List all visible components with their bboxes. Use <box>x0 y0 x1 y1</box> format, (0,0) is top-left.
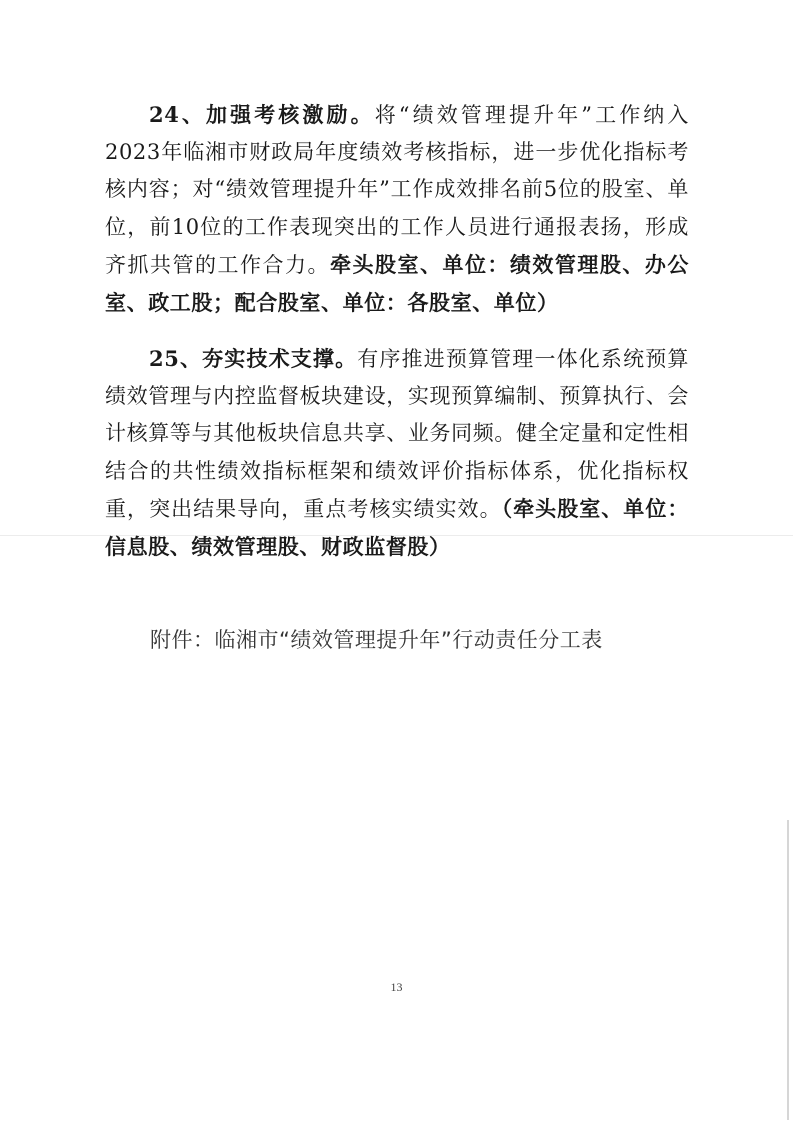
attachment-line: 附件：临湘市“绩效管理提升年”行动责任分工表 <box>150 628 603 652</box>
section-24-heading: 24、加强考核激励。 <box>149 102 375 127</box>
section-25-body: 有序推进预算管理一体化系统预算绩效管理与内控监督板块建设，实现预算编制、预算执行、会计核算等与其他板块信息共享、业务同频。健全定量和定性相结合的共性绩效指标框架和绩效评价指标体系，优化指标权重，突出结果导向，重点考核实绩实效。 <box>105 347 689 521</box>
section-25-responsibility: （牵头股室、单位：信息股、绩效管理股、财政监督股） <box>105 495 689 560</box>
page-number: 13 <box>390 980 403 994</box>
section-25-heading: 25、夯实技术支撑。 <box>149 346 358 371</box>
section-24-responsibility: 牵头股室、单位：绩效管理股、办公室、政工股；配合股室、单位：各股室、单位） <box>105 251 690 316</box>
scan-edge-mark <box>787 820 789 1120</box>
section-24-body: 将“绩效管理提升年”工作纳入2023年临湘市财政局年度绩效考核指标，进一步优化指标考核内容；对“绩效管理提升年”工作成效排名前5位的股室、单位，前10位的工作表现突出的工作人员进行通报表扬，形成齐抓共管的工作合力。 <box>105 103 689 277</box>
section-24-paragraph <box>105 96 689 322</box>
section-25-paragraph <box>105 340 689 566</box>
